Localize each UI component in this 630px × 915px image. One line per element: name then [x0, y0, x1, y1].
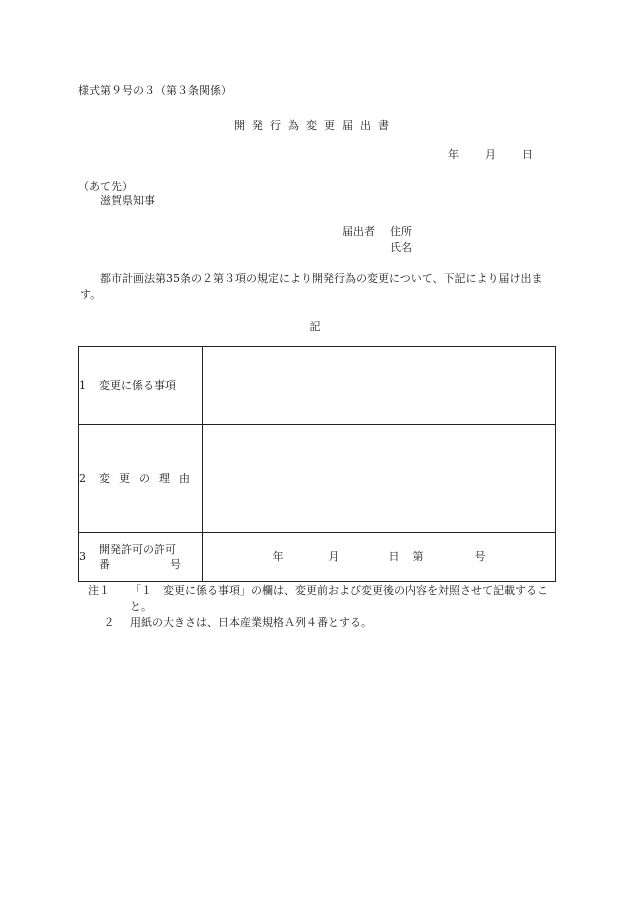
row3-number: 3 — [79, 550, 86, 564]
table-row — [79, 425, 556, 533]
row2-label-cell — [79, 425, 203, 533]
applicant-label: 届出者 — [342, 225, 375, 238]
row1-label: 変更に係る事項 — [99, 378, 176, 392]
date-year-label: 年 — [448, 148, 459, 161]
ki-heading: 記 — [309, 320, 321, 333]
notes — [88, 583, 560, 631]
row1-number: 1 — [79, 378, 86, 392]
note2-head: ２ — [103, 616, 115, 629]
table-row — [79, 347, 556, 425]
date-line — [448, 148, 533, 161]
date-day-label: 日 — [522, 148, 533, 161]
permit-day-label: 日 — [388, 550, 400, 564]
row3-label-go: 号 — [170, 558, 181, 571]
permit-go-label: 号 — [474, 550, 486, 564]
row3-label-line1: 開発許可の許可 — [99, 543, 176, 556]
form-number: 様式第９号の３（第３条関係） — [78, 84, 232, 97]
row2-input-area[interactable] — [203, 425, 556, 533]
form-table — [78, 346, 556, 582]
row3-input-area[interactable] — [203, 533, 556, 582]
address-label: 住所 — [390, 225, 412, 238]
permit-month-label: 月 — [328, 550, 340, 564]
name-label: 氏名 — [390, 241, 412, 254]
row1-input-area[interactable] — [203, 347, 556, 425]
row1-label-cell — [79, 347, 203, 425]
row3-label-ban: 番 — [99, 558, 110, 571]
row2-number: 2 — [79, 471, 86, 485]
date-month-label: 月 — [485, 148, 496, 161]
note1-text: 「１ 変更に係る事項」の欄は、変更前および変更後の内容を対照させて記載すること。 — [130, 584, 548, 613]
body-text: 都市計画法第35条の２第３項の規定により開発行為の変更について、下記により届け出ます。 — [80, 272, 543, 301]
document-title: 開発行為変更届出書 — [234, 119, 396, 132]
permit-dai-label: 第 — [412, 550, 424, 564]
permit-year-label: 年 — [272, 550, 284, 564]
table-row — [79, 533, 556, 582]
addressee-name: 滋賀県知事 — [100, 194, 155, 207]
row3-label-cell — [79, 533, 203, 582]
addressee-label: （あて先） — [78, 180, 133, 193]
row2-label: 変更の理由 — [99, 471, 199, 485]
note1-head: 注１ — [88, 584, 110, 597]
note2-text: 用紙の大きさは、日本産業規格Ａ列４番とする。 — [130, 616, 372, 629]
